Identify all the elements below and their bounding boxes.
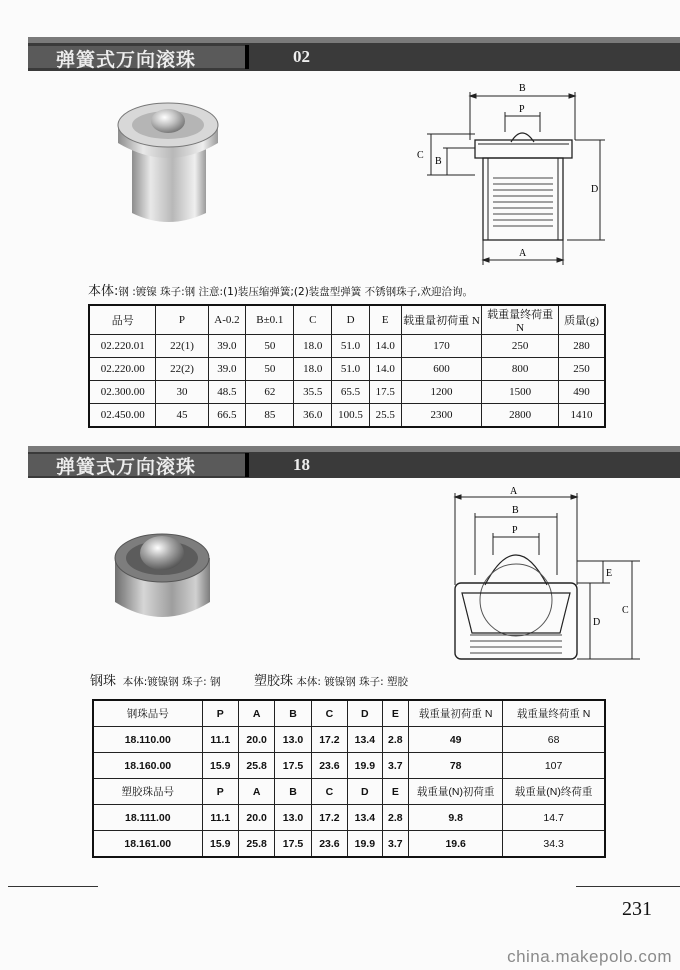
table-row <box>93 753 605 779</box>
section1-number: 02 <box>293 47 310 66</box>
table-cell: 14.0 <box>369 335 401 358</box>
table-cell: 15.9 <box>202 831 238 858</box>
table-cell: 17.5 <box>275 831 311 858</box>
s1-dim-d: D <box>591 184 599 195</box>
s2-dim-e: E <box>606 568 613 579</box>
page-number: 231 <box>622 898 652 920</box>
table-cell: 2300 <box>401 404 482 428</box>
s1-dim-b: B <box>519 83 526 94</box>
table-cell: 250 <box>482 335 559 358</box>
footer-rule-left <box>8 886 98 887</box>
table-cell: 250 <box>558 358 605 381</box>
table-cell: 65.5 <box>332 381 370 404</box>
table-cell: 280 <box>558 335 605 358</box>
table-cell: 2.8 <box>382 805 409 831</box>
table-cell: 78 <box>409 753 503 779</box>
table-cell: 49 <box>409 727 503 753</box>
table-header-cell: C <box>294 305 332 335</box>
s2-dim-a: A <box>510 486 518 497</box>
table-header-cell: B <box>275 779 311 805</box>
table-cell: 68 <box>503 727 605 753</box>
section2-divider <box>245 453 249 477</box>
table-cell: 18.160.00 <box>93 753 202 779</box>
table-cell: 14.0 <box>369 358 401 381</box>
table-cell: 17.2 <box>311 805 347 831</box>
table-cell: 17.5 <box>369 381 401 404</box>
section2-note-plastic <box>254 670 408 689</box>
section1-note <box>88 280 473 299</box>
table-cell: 62 <box>246 381 294 404</box>
table-cell: 85 <box>246 404 294 428</box>
s2-dim-b: B <box>512 505 519 516</box>
table-cell: 36.0 <box>294 404 332 428</box>
table-cell: 18.110.00 <box>93 727 202 753</box>
table-cell: 800 <box>482 358 559 381</box>
table-header-cell: C <box>311 779 347 805</box>
table-cell: 18.0 <box>294 335 332 358</box>
table-cell: 35.5 <box>294 381 332 404</box>
table-row <box>93 831 605 858</box>
table-row <box>89 381 605 404</box>
table-header-cell: B <box>275 700 311 727</box>
table-header-cell: E <box>382 700 409 727</box>
table-header-cell: E <box>382 779 409 805</box>
section2-title: 弹簧式万向滚珠 <box>56 456 197 478</box>
table-header-cell: 载重量初荷重 N <box>409 700 503 727</box>
table-header-row <box>93 779 605 805</box>
table-header-row <box>89 305 605 335</box>
s1-dim-a: A <box>519 248 527 259</box>
table-cell: 1410 <box>558 404 605 428</box>
table-header-cell: 载重量终荷重 N <box>482 305 559 335</box>
section2-note-steel-text: 本体:镀镍钢 珠子: 钢 <box>122 676 221 688</box>
table-cell: 02.220.01 <box>89 335 156 358</box>
table-cell: 600 <box>401 358 482 381</box>
table-header-cell: 载重量终荷重 N <box>503 700 605 727</box>
section2-note-steel-label: 钢珠 <box>90 674 117 689</box>
table-cell: 170 <box>401 335 482 358</box>
table-cell: 02.450.00 <box>89 404 156 428</box>
table-cell: 22(1) <box>156 335 208 358</box>
table-header-cell: 质量(g) <box>558 305 605 335</box>
table-header-cell: P <box>202 779 238 805</box>
table-cell: 100.5 <box>332 404 370 428</box>
table-header-cell: 载重量初荷重 N <box>401 305 482 335</box>
table-cell: 45 <box>156 404 208 428</box>
table-cell: 107 <box>503 753 605 779</box>
table-header-cell: A <box>238 700 274 727</box>
section1-technical-drawing <box>415 80 610 270</box>
s2-dim-d: D <box>593 617 601 628</box>
table-cell: 23.6 <box>311 831 347 858</box>
table-header-cell: A <box>238 779 274 805</box>
table-cell: 14.7 <box>503 805 605 831</box>
table-cell: 18.161.00 <box>93 831 202 858</box>
table-cell: 18.111.00 <box>93 805 202 831</box>
table-cell: 51.0 <box>332 335 370 358</box>
table-cell: 13.0 <box>275 805 311 831</box>
section2-note-plastic-label: 塑胶珠 <box>254 674 294 689</box>
table-cell: 11.1 <box>202 805 238 831</box>
section2-number: 18 <box>293 455 310 474</box>
section2-spec-table <box>92 699 606 858</box>
table-header-cell: A-0.2 <box>208 305 246 335</box>
table-row <box>89 335 605 358</box>
table-cell: 30 <box>156 381 208 404</box>
table-header-row <box>93 700 605 727</box>
table-cell: 23.6 <box>311 753 347 779</box>
table-cell: 25.8 <box>238 753 274 779</box>
s1-dim-cb: B <box>435 156 442 167</box>
table-cell: 34.3 <box>503 831 605 858</box>
table-header-cell: E <box>369 305 401 335</box>
table-cell: 50 <box>246 358 294 381</box>
table-header-cell: 钢珠品号 <box>93 700 202 727</box>
table-cell: 19.6 <box>409 831 503 858</box>
table-cell: 02.220.00 <box>89 358 156 381</box>
table-row <box>93 727 605 753</box>
table-cell: 2800 <box>482 404 559 428</box>
table-cell: 15.9 <box>202 753 238 779</box>
section2-technical-drawing <box>440 485 645 665</box>
s1-dim-c: C <box>417 150 424 161</box>
table-header-cell: C <box>311 700 347 727</box>
table-row <box>89 404 605 428</box>
table-header-cell: D <box>348 779 382 805</box>
table-cell: 13.4 <box>348 805 382 831</box>
table-cell: 17.5 <box>275 753 311 779</box>
table-row <box>89 358 605 381</box>
table-header-cell: P <box>156 305 208 335</box>
table-cell: 13.4 <box>348 727 382 753</box>
section1-product-photo <box>110 95 230 235</box>
table-header-cell: 载重量(N)初荷重 <box>409 779 503 805</box>
table-row <box>93 805 605 831</box>
section1-note-text: 钢 :镀镍 珠子:钢 注意:(1)装压缩弹簧;(2)装盘型弹簧 不锈钢珠子,欢迎洽询。 <box>118 286 473 298</box>
table-cell: 20.0 <box>238 727 274 753</box>
table-cell: 39.0 <box>208 358 246 381</box>
table-cell: 20.0 <box>238 805 274 831</box>
table-cell: 39.0 <box>208 335 246 358</box>
section1-divider <box>245 45 249 69</box>
table-header-cell: P <box>202 700 238 727</box>
table-cell: 13.0 <box>275 727 311 753</box>
table-cell: 19.9 <box>348 753 382 779</box>
table-header-cell: 塑胶珠品号 <box>93 779 202 805</box>
s2-dim-p: P <box>512 525 518 536</box>
table-cell: 18.0 <box>294 358 332 381</box>
section1-note-label: 本体: <box>88 284 119 299</box>
table-header-cell: D <box>348 700 382 727</box>
table-cell: 9.8 <box>409 805 503 831</box>
table-cell: 1200 <box>401 381 482 404</box>
table-cell: 51.0 <box>332 358 370 381</box>
table-header-cell: B±0.1 <box>246 305 294 335</box>
s1-dim-p: P <box>519 104 525 115</box>
footer-rule-right <box>576 886 680 887</box>
table-cell: 48.5 <box>208 381 246 404</box>
table-header-cell: 载重量(N)终荷重 <box>503 779 605 805</box>
table-cell: 19.9 <box>348 831 382 858</box>
section2-product-photo <box>110 520 220 630</box>
watermark: china.makepolo.com <box>507 947 672 966</box>
section1-spec-table <box>88 304 606 428</box>
section1-title: 弹簧式万向滚珠 <box>56 49 197 71</box>
table-cell: 2.8 <box>382 727 409 753</box>
section2-note-steel <box>90 670 220 689</box>
table-cell: 22(2) <box>156 358 208 381</box>
table-cell: 1500 <box>482 381 559 404</box>
table-cell: 3.7 <box>382 831 409 858</box>
table-cell: 17.2 <box>311 727 347 753</box>
table-cell: 3.7 <box>382 753 409 779</box>
table-cell: 25.5 <box>369 404 401 428</box>
table-cell: 66.5 <box>208 404 246 428</box>
table-header-cell: D <box>332 305 370 335</box>
table-cell: 11.1 <box>202 727 238 753</box>
section2-note-plastic-text: 本体: 镀镍钢 珠子: 塑胶 <box>296 676 408 688</box>
table-cell: 25.8 <box>238 831 274 858</box>
table-cell: 02.300.00 <box>89 381 156 404</box>
table-cell: 490 <box>558 381 605 404</box>
table-header-cell: 品号 <box>89 305 156 335</box>
table-cell: 50 <box>246 335 294 358</box>
s2-dim-c: C <box>622 605 629 616</box>
